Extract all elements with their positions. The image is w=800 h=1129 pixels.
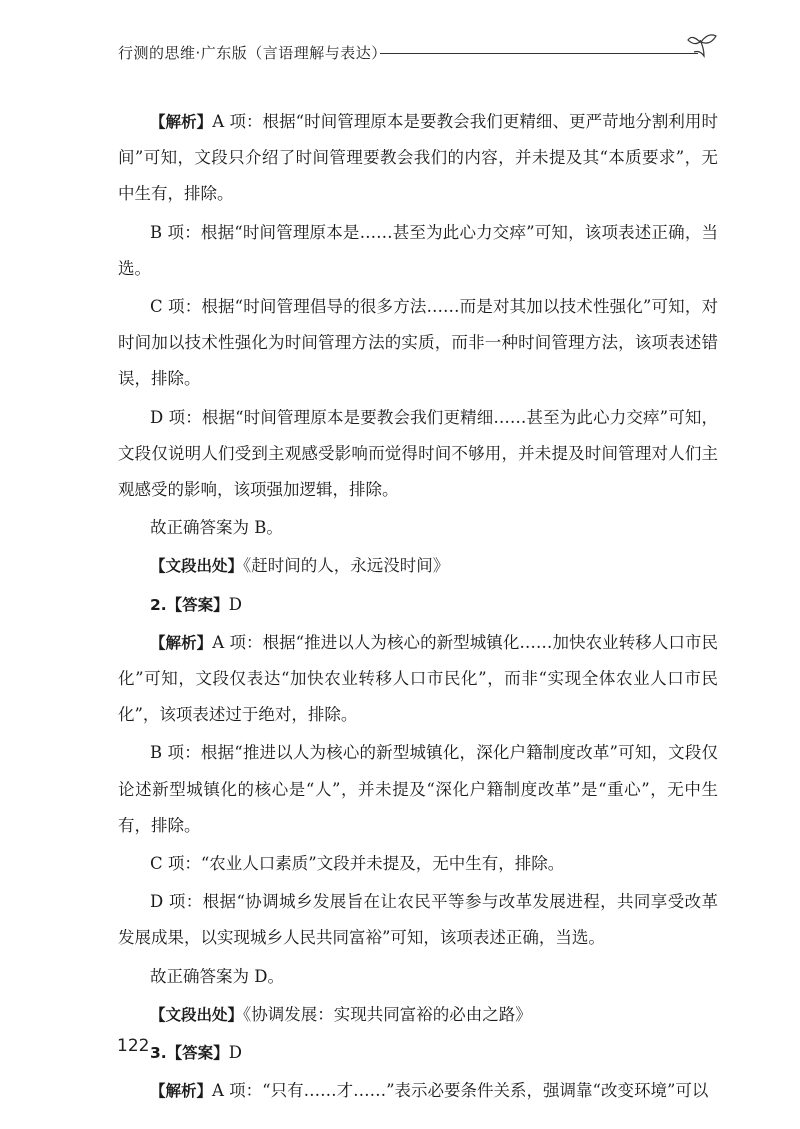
paragraph: B 项：根据“推进以人为核心的新型城镇化，深化户籍制度改革”可知，文段仅论述新型城镇化的核心是“人”，并未提及“深化户籍制度改革”是“重心”，无中生有，排除。: [118, 743, 718, 835]
paragraph: 【解析】A 项：“只有……才……”表示必要条件关系，强调靠“改变环境”可以: [150, 1081, 709, 1101]
answer-explanations: [118, 104, 718, 1109]
paragraph: 故正确答案为 B。: [150, 518, 283, 538]
sprout-icon: [686, 30, 726, 62]
running-header: [118, 38, 718, 68]
header-rule: [380, 53, 698, 54]
paragraph: B 项：根据“时间管理原本是……甚至为此心力交瘁”可知，该项表述正确，当选。: [118, 222, 718, 278]
paragraph: D 项：根据“协调城乡发展旨在让农民平等参与改革发展进程，共同享受改革发展成果，以实现城乡人民共同富裕”可知，该项表述正确，当选。: [118, 892, 718, 948]
paragraph: C 项：“农业人口素质”文段并未提及，无中生有，排除。: [150, 854, 565, 874]
page-number: 122: [117, 1036, 150, 1056]
paragraph: C 项：根据“时间管理倡导的很多方法……而是对其加以技术性强化”可知，对时间加以技术性强化为时间管理方法的实质，而非一种时间管理方法，该项表述错误，排除。: [118, 297, 718, 389]
paragraph: 【文段出处】《赶时间的人，永远没时间》: [150, 556, 450, 576]
paragraph: D 项：根据“时间管理原本是要教会我们更精细……甚至为此心力交瘁”可知，文段仅说明人们受到主观感受影响而觉得时间不够用，并未提及时间管理对人们主观感受的影响，该项强加逻辑，排除。: [118, 407, 718, 500]
paragraph: 故正确答案为 D。: [150, 966, 284, 986]
paragraph: 【解析】A 项：根据“时间管理原本是要教会我们更精细、更严苛地分割利用时间”可知，文段只介绍了时间管理要教会我们的内容，并未提及其“本质要求”，无中生有，排除。: [118, 112, 718, 204]
paragraph: 2.【答案】D: [150, 594, 242, 614]
paragraph: 3.【答案】D: [150, 1043, 242, 1063]
header-title: 行测的思维·广东版（言语理解与表达）: [118, 44, 387, 62]
paragraph: 【文段出处】《协调发展：实现共同富裕的必由之路》: [150, 1004, 532, 1024]
paragraph: 【解析】A 项：根据“推进以人为核心的新型城镇化……加快农业转移人口市民化”可知，文段仅表达“加快农业转移人口市民化”，而非“实现全体农业人口市民化”，该项表述过于绝对，排除。: [118, 632, 718, 725]
